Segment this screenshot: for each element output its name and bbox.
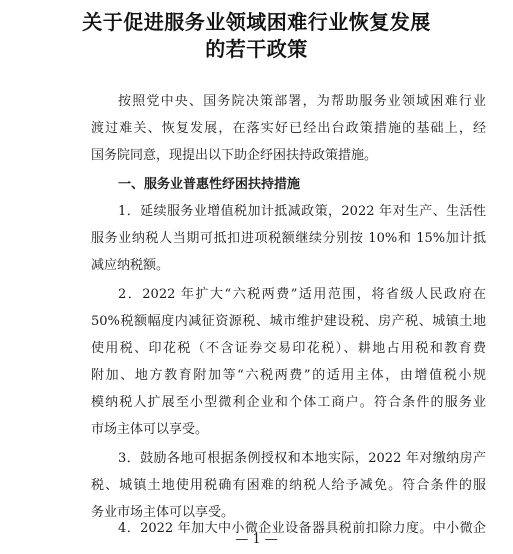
- item-1-line-1: 1．延续服务业增值税加计抵减政策，2022 年对生产、生活性: [118, 204, 486, 219]
- section-heading-1: 一、服务业普惠性纾困扶持措施: [118, 177, 301, 192]
- document-title-line-1: 关于促进服务业领域困难行业恢复发展: [82, 10, 431, 34]
- item-2-line-1: 2．2022 年扩大“六税两费”适用范围，将省级人民政府在: [118, 287, 486, 302]
- item-2-line-3: 使用税、印花税（不含证券交易印花税）、耕地占用税和教育费: [91, 341, 486, 356]
- item-2-line-5: 模纳税人扩展至小型微利企业和个体工商户。符合条件的服务业: [91, 395, 486, 410]
- item-3-line-1: 3．鼓励各地可根据条例授权和本地实际，2022 年对缴纳房产: [118, 451, 486, 466]
- item-2-line-4: 附加、地方教育附加等“六税两费”的适用主体，由增值税小规: [91, 368, 486, 383]
- item-2-line-6: 市场主体可以享受。: [91, 422, 209, 437]
- item-3-line-3: 务业市场主体可以享受。: [91, 505, 235, 520]
- intro-line-2: 渡过难关、恢复发展，在落实好已经出台政策措施的基础上，经: [91, 121, 486, 136]
- intro-line-1: 按照党中央、国务院决策部署，为帮助服务业领域困难行业: [118, 94, 486, 109]
- document-title-line-2: 的若干政策: [205, 37, 308, 61]
- page-number: — 1 —: [235, 532, 278, 547]
- item-2-line-2: 50%税额幅度内减征资源税、城市维护建设税、房产税、城镇土地: [91, 314, 486, 329]
- item-1-line-2: 服务业纳税人当期可抵扣进项税额继续分别按 10%和 15%加计抵: [91, 231, 486, 246]
- intro-line-3: 国务院同意，现提出以下助企纾困扶持政策措施。: [91, 148, 378, 163]
- item-1-line-3: 减应纳税额。: [91, 258, 170, 273]
- item-4-line-1: 4．2022 年加大中小微企业设备器具税前扣除力度。中小微企: [118, 521, 486, 536]
- item-3-line-2: 税、城镇土地使用税确有困难的纳税人给予减免。符合条件的服: [91, 478, 486, 493]
